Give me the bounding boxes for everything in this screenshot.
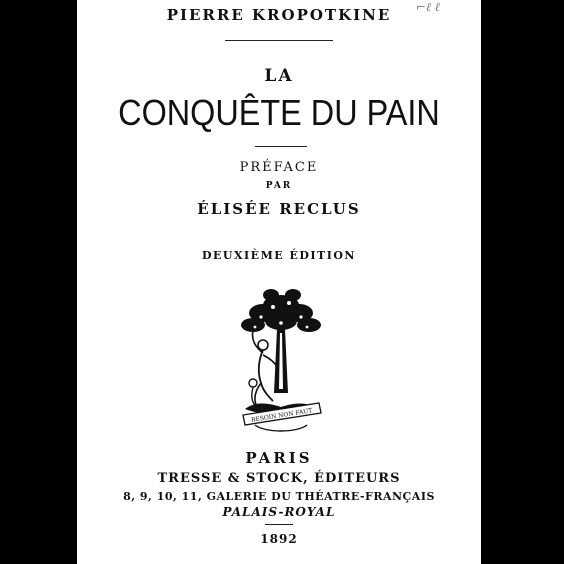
handwritten-mark: ⌐ℓ ℓ — [416, 0, 440, 14]
bottom-rule — [265, 524, 293, 525]
title-page — [77, 0, 481, 564]
top-rule — [225, 40, 333, 41]
tree-and-figure-vignette-icon — [233, 283, 329, 435]
emblem-banner-text: BESOIN NON FAUT — [250, 407, 313, 424]
author-name: PIERRE KROPOTKINE — [166, 6, 392, 24]
edition-label: DEUXIÈME ÉDITION — [201, 249, 356, 262]
publication-city: PARIS — [245, 449, 313, 467]
title-rule — [255, 146, 307, 147]
publisher-district: PALAIS-ROYAL — [222, 505, 336, 519]
book-title: CONQUÊTE DU PAIN — [118, 92, 440, 133]
title-article: LA — [264, 66, 294, 86]
publication-year: 1892 — [260, 532, 298, 546]
publisher-name: TRESSE & STOCK, ÉDITEURS — [157, 471, 401, 486]
preface-label: PRÉFACE — [239, 160, 319, 175]
by-label: PAR — [265, 181, 293, 191]
publisher-address: 8, 9, 10, 11, GALERIE DU THÉATRE-FRANÇAIS — [123, 490, 435, 503]
preface-author: ÉLISÉE RECLUS — [197, 200, 361, 218]
